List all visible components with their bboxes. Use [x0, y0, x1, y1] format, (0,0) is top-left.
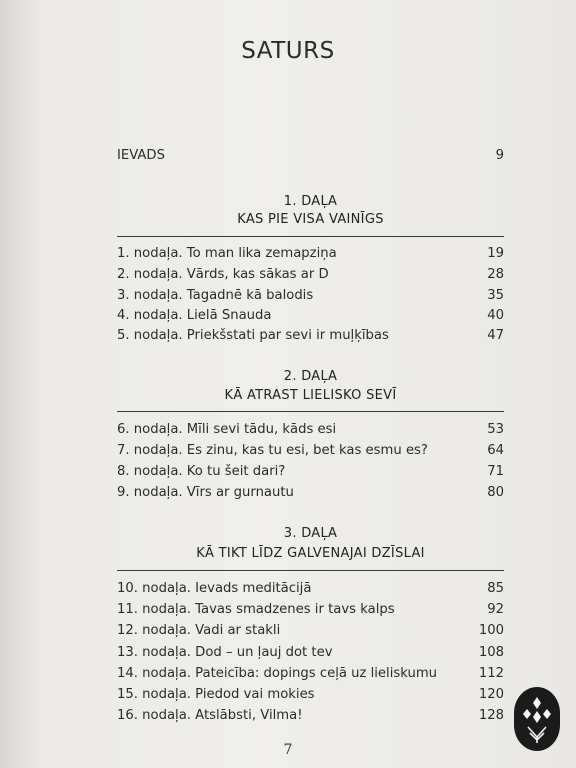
toc-entry — [117, 707, 504, 725]
chapter-title: 13. nodaļa. Dod – un ļauj dot tev — [117, 645, 333, 660]
part-3-divider — [117, 570, 504, 571]
part-2-divider — [117, 411, 504, 412]
chapter-page: 28 — [487, 267, 504, 282]
chapter-page: 64 — [487, 443, 504, 458]
toc-entry — [117, 484, 504, 502]
toc-entry — [117, 686, 504, 704]
toc-intro-page: 9 — [495, 148, 504, 163]
chapter-title: 10. nodaļa. Ievads meditācijā — [117, 581, 312, 596]
chapter-page: 80 — [487, 485, 504, 500]
part-1-divider — [117, 236, 504, 237]
chapter-title: 8. nodaļa. Ko tu šeit dari? — [117, 464, 286, 479]
chapter-page: 19 — [487, 246, 504, 261]
toc-entry — [117, 266, 504, 284]
toc-entry — [117, 245, 504, 263]
chapter-title: 5. nodaļa. Priekšstati par sevi ir muļķības — [117, 328, 389, 343]
toc-entry — [117, 601, 504, 619]
chapter-page: 120 — [478, 687, 504, 702]
toc-entry — [117, 442, 504, 460]
toc-entry — [117, 307, 504, 325]
toc-entry — [117, 287, 504, 305]
chapter-page: 100 — [478, 623, 504, 638]
toc-entry — [117, 644, 504, 662]
chapter-page: 92 — [487, 602, 504, 617]
toc-entry — [117, 622, 504, 640]
chapter-page: 47 — [487, 328, 504, 343]
chapter-title: 14. nodaļa. Pateicība: dopings ceļā uz lieliskumu — [117, 666, 438, 681]
chapter-page: 112 — [478, 666, 504, 681]
chapter-page: 40 — [487, 308, 504, 323]
chapter-title: 2. nodaļa. Vārds, kas sākas ar D — [117, 267, 329, 282]
page-number: 7 — [283, 742, 293, 758]
chapter-title: 11. nodaļa. Tavas smadzenes ir tavs kalps — [117, 602, 395, 617]
chapter-title: 15. nodaļa. Piedod vai mokies — [117, 687, 315, 702]
toc-entry — [117, 580, 504, 598]
part-2-title: KĀ ATRAST LIELISKO SEVĪ — [224, 388, 397, 403]
part-3-label: 3. DAĻA — [283, 526, 338, 541]
toc-entry — [117, 327, 504, 345]
chapter-page: 53 — [487, 422, 504, 437]
part-2-label: 2. DAĻA — [283, 369, 338, 384]
chapter-title: 12. nodaļa. Vadi ar stakli — [117, 623, 281, 638]
chapter-page: 85 — [487, 581, 504, 596]
part-1-title: KAS PIE VISA VAINĪGS — [237, 212, 384, 227]
part-1-label: 1. DAĻA — [283, 194, 338, 209]
toc-entry — [117, 463, 504, 481]
toc-intro-label: IEVADS — [117, 148, 165, 163]
chapter-page: 71 — [487, 464, 504, 479]
toc-entry — [117, 421, 504, 439]
toc-entry — [117, 665, 504, 683]
chapter-title: 4. nodaļa. Lielā Snauda — [117, 308, 272, 323]
part-3-title: KĀ TIKT LĪDZ GALVENAJAI DZĪSLAI — [196, 546, 425, 561]
chapter-title: 1. nodaļa. To man lika zemapziņa — [117, 246, 337, 261]
chapter-page: 35 — [487, 288, 504, 303]
chapter-title: 16. nodaļa. Atslābsti, Vilma! — [117, 708, 303, 723]
chapter-title: 3. nodaļa. Tagadnē kā balodis — [117, 288, 314, 303]
chapter-page: 128 — [478, 708, 504, 723]
page-title: SATURS — [241, 38, 335, 64]
toc-intro — [117, 147, 504, 165]
diamond-flower-icon — [514, 687, 560, 751]
chapter-title: 6. nodaļa. Mīli sevi tādu, kāds esi — [117, 422, 337, 437]
chapter-title: 9. nodaļa. Vīrs ar gurnautu — [117, 485, 294, 500]
chapter-page: 108 — [478, 645, 504, 660]
chapter-title: 7. nodaļa. Es zinu, kas tu esi, bet kas esmu es? — [117, 443, 428, 458]
